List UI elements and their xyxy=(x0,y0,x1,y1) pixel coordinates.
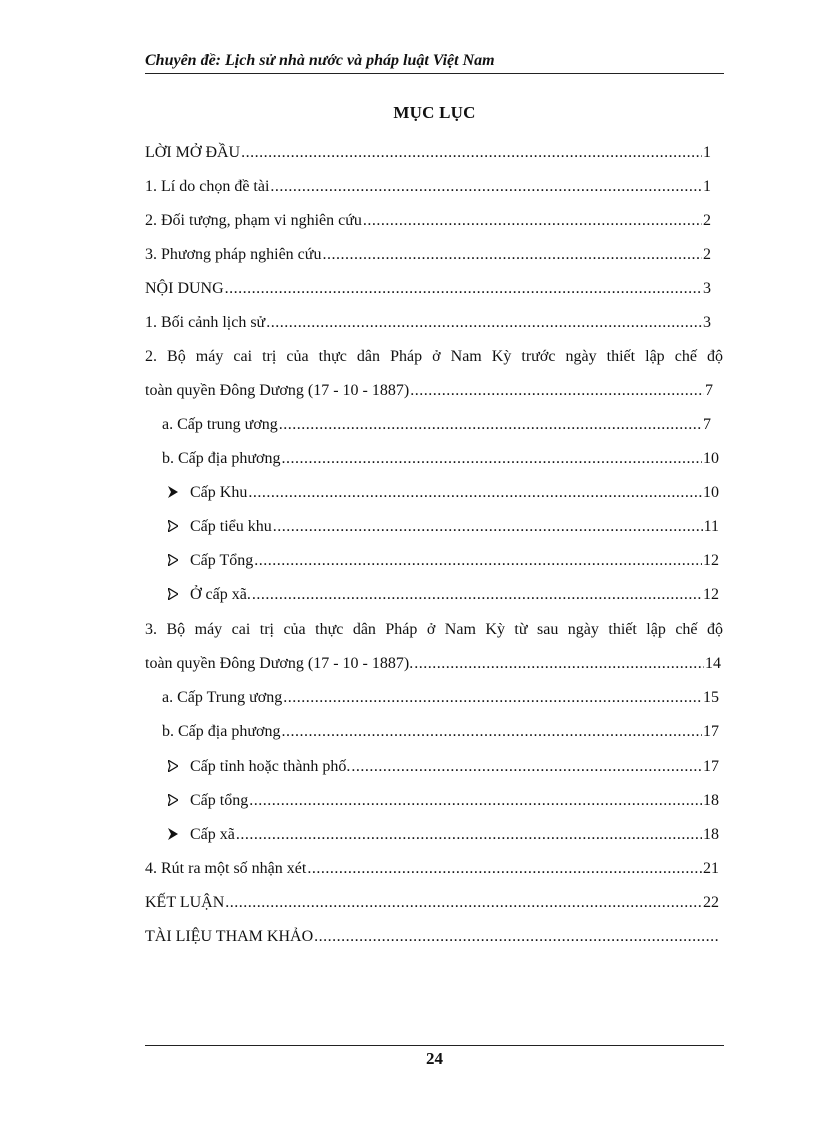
arrow-bullet-icon xyxy=(168,760,178,772)
toc-entry-references xyxy=(145,925,719,949)
arrow-bullet-icon xyxy=(168,588,178,600)
dot-leader xyxy=(249,789,702,813)
toc-entry-label-line2: toàn quyền Đông Dương (17 - 10 - 1887) xyxy=(145,382,410,399)
toc-entry-page: 14 xyxy=(705,655,721,672)
toc-entry-page: 7 xyxy=(703,416,711,433)
toc-entry-page: 3 xyxy=(703,280,711,297)
toc-entry-page: 10 xyxy=(703,484,719,501)
toc-entry-label: 4. Rút ra một số nhận xét xyxy=(145,860,307,877)
toc-entry-central xyxy=(162,413,711,437)
toc-entry-label: Cấp Tổng xyxy=(190,552,254,569)
footer-rule xyxy=(145,1045,724,1046)
toc-entry-apparatus-before xyxy=(145,345,723,405)
dot-leader xyxy=(241,141,702,165)
toc-entry-xa xyxy=(168,583,719,607)
dot-leader xyxy=(281,720,702,744)
dot-leader xyxy=(283,686,702,710)
toc-entry-tong xyxy=(168,549,719,573)
toc-entry-conclusion xyxy=(145,891,719,915)
toc-entry-label-line2: toàn quyền Đông Dương (17 - 10 - 1887). xyxy=(145,655,414,672)
dot-leader xyxy=(266,311,702,335)
dot-leader xyxy=(236,823,702,847)
toc-entry-page: 11 xyxy=(703,518,719,535)
toc-entry-tieu-khu xyxy=(168,515,719,539)
toc-entry-label: 1. Lí do chọn đề tài xyxy=(145,178,270,195)
toc-entry-label: Cấp tỉnh hoặc thành phố. xyxy=(190,758,351,775)
dot-leader xyxy=(254,549,702,573)
toc-entry-label: a. Cấp Trung ương xyxy=(162,689,283,706)
toc-entry-label: LỜI MỞ ĐẦU xyxy=(145,144,241,161)
dot-leader xyxy=(225,277,702,301)
toc-entry-label: b. Cấp địa phương xyxy=(162,450,281,467)
toc-entry-page: 22 xyxy=(703,894,719,911)
toc-entry-page: 10 xyxy=(703,450,719,467)
dot-leader xyxy=(281,447,702,471)
toc-entry-page: 2 xyxy=(703,212,711,229)
toc-entry-tong-2 xyxy=(168,789,719,813)
dot-leader xyxy=(314,925,718,949)
toc-entry-scope xyxy=(145,209,711,233)
page-number: 24 xyxy=(426,1049,443,1068)
toc-entry-context xyxy=(145,311,711,335)
toc-entry-page: 2 xyxy=(703,246,711,263)
arrow-bullet-icon xyxy=(168,520,178,532)
toc-entry-central-2 xyxy=(162,686,719,710)
dot-leader xyxy=(279,413,702,437)
dot-leader xyxy=(252,583,702,607)
dot-leader xyxy=(351,755,702,779)
toc-entry-page: 3 xyxy=(703,314,711,331)
toc-entry-label: NỘI DUNG xyxy=(145,280,224,297)
toc-entry-label: Cấp xã xyxy=(190,826,235,843)
toc-title: MỤC LỤC xyxy=(393,103,476,122)
toc-entry-label: 2. Đối tượng, phạm vi nghiên cứu xyxy=(145,212,362,229)
toc-entry-apparatus-after xyxy=(145,618,723,678)
toc-entry-reason xyxy=(145,175,711,199)
toc-entry-local xyxy=(162,447,719,471)
toc-entry-line2 xyxy=(145,379,713,403)
toc-entry-label-line1: 2. Bộ máy cai trị của thực dân Pháp ở Nam Kỳ trước ngày thiết lập chế độ xyxy=(145,348,723,365)
toc-entry-line2 xyxy=(145,652,721,676)
toc-entry-label-line1: 3. Bộ máy cai trị của thực dân Pháp ở Nam Kỳ từ sau ngày thiết lập chế độ xyxy=(145,621,723,638)
toc-entry-tinh xyxy=(168,755,719,779)
toc-entry-label: TÀI LIỆU THAM KHẢO xyxy=(145,928,314,945)
dot-leader xyxy=(322,243,702,267)
running-title: Chuyên đề: Lịch sử nhà nước và pháp luật Việt Nam xyxy=(145,52,495,69)
toc-entry-page: 1 xyxy=(703,178,711,195)
toc-entry-page: 1 xyxy=(703,144,711,161)
toc-entry-page: 21 xyxy=(703,860,719,877)
dot-leader xyxy=(410,379,704,403)
dot-leader xyxy=(273,515,703,539)
toc-entry-remarks xyxy=(145,857,719,881)
toc-entry-page: 17 xyxy=(703,723,719,740)
toc-entry-page: 18 xyxy=(703,792,719,809)
toc-entry-page: 12 xyxy=(703,552,719,569)
toc-entry-khu xyxy=(168,481,719,505)
toc-entry-page: 12 xyxy=(703,586,719,603)
toc-entry-label: 3. Phương pháp nghiên cứu xyxy=(145,246,322,263)
toc-entry-label: KẾT LUẬN xyxy=(145,894,225,911)
arrow-bullet-icon xyxy=(168,828,178,840)
toc-entry-label: Ở cấp xã. xyxy=(190,586,251,603)
toc-entry-label: Cấp tiểu khu xyxy=(190,518,272,535)
arrow-bullet-icon xyxy=(168,486,178,498)
dot-leader xyxy=(307,857,702,881)
arrow-bullet-icon xyxy=(168,794,178,806)
toc-entry-label: b. Cấp địa phương xyxy=(162,723,281,740)
toc-entry-page: 17 xyxy=(703,758,719,775)
dot-leader xyxy=(363,209,702,233)
arrow-bullet-icon xyxy=(168,554,178,566)
dot-leader xyxy=(248,481,702,505)
toc-entry-xa-2 xyxy=(168,823,719,847)
toc-entry-content xyxy=(145,277,711,301)
toc-entry-page: 7 xyxy=(705,382,713,399)
dot-leader xyxy=(414,652,704,676)
toc-entry-label: a. Cấp trung ương xyxy=(162,416,278,433)
toc-entry-label: Cấp Khu xyxy=(190,484,248,501)
toc-entry-label: 1. Bối cảnh lịch sử xyxy=(145,314,266,331)
toc-entry-intro xyxy=(145,141,711,165)
dot-leader xyxy=(270,175,702,199)
dot-leader xyxy=(225,891,702,915)
toc-entry-local-2 xyxy=(162,720,719,744)
toc-entry-page: 15 xyxy=(703,689,719,706)
toc-entry-page: 18 xyxy=(703,826,719,843)
toc-entry-method xyxy=(145,243,711,267)
toc-entry-label: Cấp tổng xyxy=(190,792,249,809)
